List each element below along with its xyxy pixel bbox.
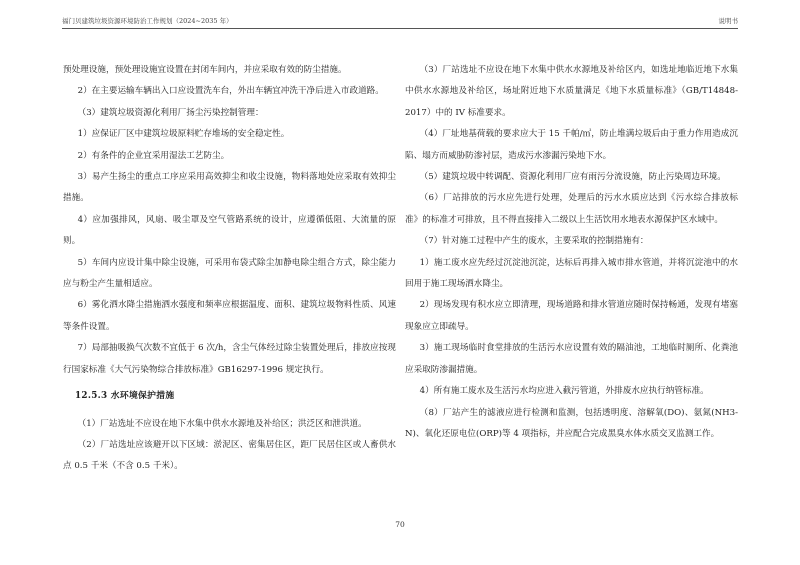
paragraph: （5）建筑垃圾中转调配、资源化利用厂应有雨污分流设施，防止污染周边环境。 bbox=[419, 172, 726, 183]
left-column bbox=[63, 60, 396, 478]
paragraph: 2）有条件的企业宜采用湿法工艺防尘。 bbox=[77, 150, 230, 161]
right-column bbox=[405, 60, 738, 445]
page-header bbox=[62, 14, 738, 29]
paragraph: （2）厂站选址应该避开以下区域：淤泥区、密集居住区，距厂民居住区或人畜供水点 0.5 千米（不含 0.5 千米）。 bbox=[63, 439, 396, 472]
paragraph: （7）针对施工过程中产生的废水，主要采取的控制措施有： bbox=[419, 236, 649, 247]
paragraph: 1）施工废水应先经过沉淀池沉淀，达标后再排入城市排水管道，并将沉淀池中的水回用于施工现场洒水降尘。 bbox=[405, 257, 738, 290]
paragraph: 5）车间内应设计集中除尘设施，可采用布袋式除尘加静电除尘组合方式，除尘能力应与粉尘产生量相适应。 bbox=[63, 257, 396, 290]
paragraph: 4）应加强排风，风扇、吸尘罩及空气管路系统的设计，应遵循低阻、大流量的原则。 bbox=[63, 214, 396, 247]
paragraph: （3）厂站选址不应设在地下水集中供水水源地及补给区内，如选址地临近地下水集中供水水源地及补给区，场址附近地下水质量满足《地下水质量标准》（GB/T14848-2017）中的 IV 标准要求。 bbox=[405, 65, 738, 118]
page-number: 70 bbox=[395, 520, 405, 529]
paragraph: （4）厂址地基荷载的要求应大于 15 千帕/㎡，防止堆满垃圾后由于重力作用造成沉陷、塌方而威胁防渗衬层，造成污水渗漏污染地下水。 bbox=[405, 129, 738, 161]
paragraph: 3）易产生扬尘的重点工序应采用高效抑尘和收尘设施，物料落地处应采取有效抑尘措施。 bbox=[63, 172, 396, 204]
paragraph: 2）在主要运输车辆出入口应设置洗车台，外出车辆宜冲洗干净后进入市政道路。 bbox=[77, 86, 384, 97]
section-heading: 12.5.3 水环境保护措施 bbox=[75, 391, 175, 402]
header-title: 福门贝建筑垃圾资源环境防治工作规划（2024~2035 年） bbox=[62, 17, 233, 25]
paragraph: （6）厂站排放的污水应先进行处理，处理后的污水水质应达到《污水综合排放标准》的标准才可排放，且不得直接排入二级以上生活饮用水地表水源保护区水域中。 bbox=[405, 193, 738, 225]
paragraph: 3）施工现场临时食堂排放的生活污水应设置有效的隔油池，工地临时厕所、化粪池应采取防渗漏措施。 bbox=[405, 343, 738, 375]
header-doc-type: 说明书 bbox=[718, 17, 738, 25]
paragraph: 2）现场发现有积水应立即清理，现场道路和排水管道应随时保持畅通，发现有堵塞现象应立即疏导。 bbox=[405, 300, 738, 332]
paragraph: （1）厂站选址不应设在地下水集中供水水源地及补给区；洪泛区和泄洪道。 bbox=[77, 418, 367, 429]
paragraph: 6）雾化洒水降尘措施洒水强度和频率应根据温度、面积、建筑垃圾物料性质、风速等条件设置。 bbox=[63, 300, 396, 332]
paragraph: 预处理设施，预处理设施宜设置在封闭车间内，并应采取有效的防尘措施。 bbox=[63, 65, 347, 75]
paragraph: 4）所有施工废水及生活污水均应进入截污管道，外排废水应执行纳管标准。 bbox=[419, 386, 709, 397]
paragraph: 7）局部抽吸换气次数不宜低于 6 次/h，含尘气体经过除尘装置处理后，排放应按现行国家标准《大气污染物综合排放标准》GB16297-1996 规定执行。 bbox=[63, 343, 396, 375]
paragraph: （8）厂站产生的滤液应进行检测和监测，包括透明度、溶解氧(DO)、氨氮(NH3-N)、氧化还原电位(ORP)等 4 项指标，并应配合完成黑臭水体水质交叉监测工作。 bbox=[405, 407, 738, 439]
paragraph: （3）建筑垃圾资源化利用厂扬尘污染控制管理： bbox=[77, 107, 264, 118]
paragraph: 1）应保证厂区中建筑垃圾原料贮存堆场的安全稳定性。 bbox=[77, 129, 290, 140]
